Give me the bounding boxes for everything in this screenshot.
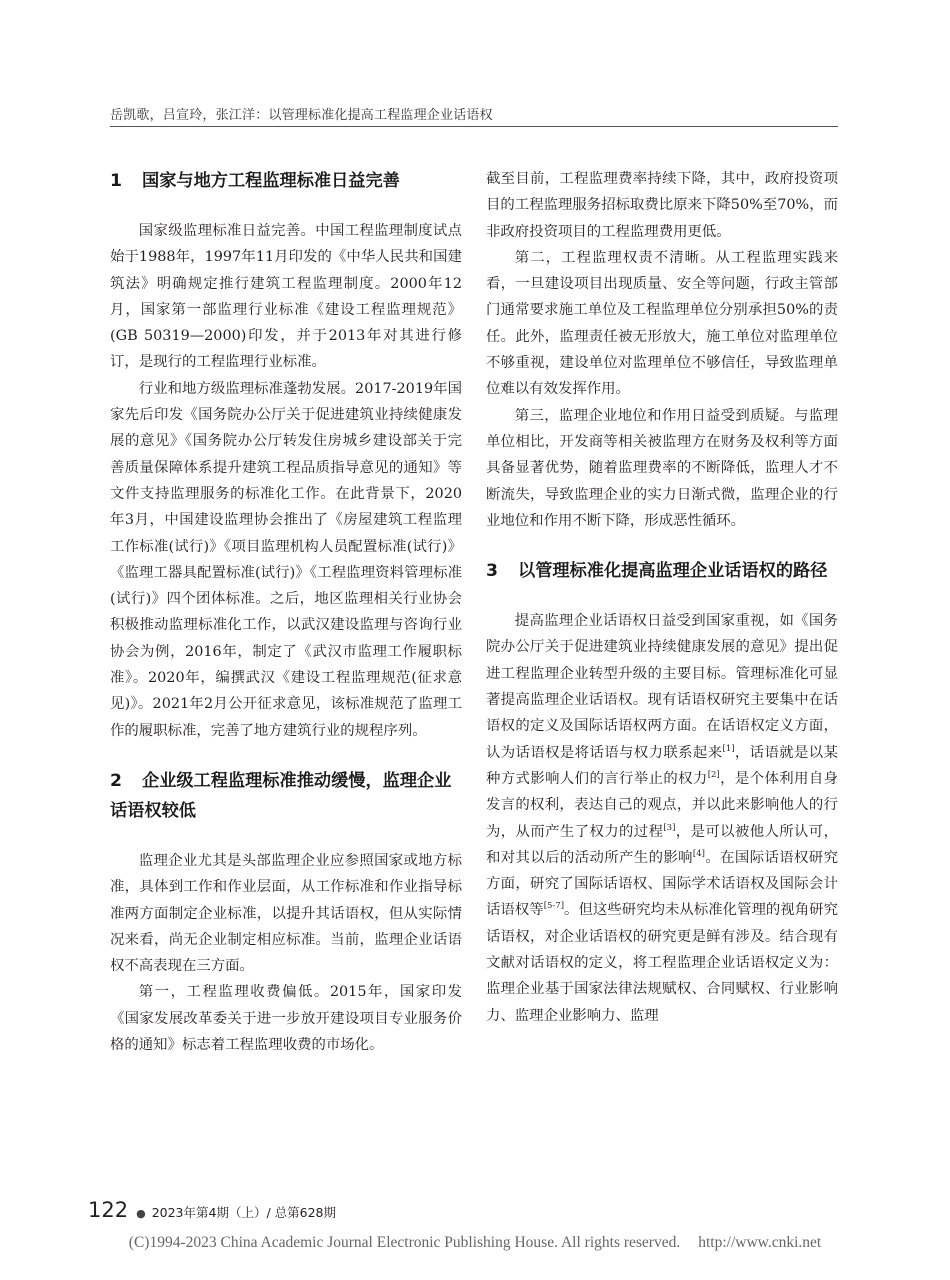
citation-ref: [1] xyxy=(722,743,735,754)
section-3-number: 3 xyxy=(486,561,498,582)
section-3-title: 以管理标准化提高监理企业话语权的路径 xyxy=(518,561,828,582)
paragraph: 第二，工程监理权责不清晰。从工程监理实践来看，一旦建设项目出现质量、安全等问题，行政主管部门通常要求施工单位及工程监理单位分别承担50%的责任。此外，监理责任被无形放大，施工单位对监理单位不够重视，建设单位对监理单位不够信任，导致监理单位难以有效发挥作用。 xyxy=(486,249,838,398)
section-2-heading xyxy=(110,766,462,826)
citation-ref: [2] xyxy=(707,769,720,780)
section-3-heading xyxy=(486,556,838,586)
section-1-number: 1 xyxy=(110,171,122,191)
issue-info: 2023年第4期（上）/ 总第628期 xyxy=(151,1205,337,1220)
copyright-text: (C)1994-2023 China Academic Journal Electronic Publishing House. All rights reserved. xyxy=(128,1234,681,1251)
paragraph: 第三，监理企业地位和作用日益受到质疑。与监理单位相比，开发商等相关被监理方在财务及权利等方面具备显著优势，随着监理费率的不断降低，监理人才不断流失，导致监理企业的实力日渐式微，监理企业的行业地位和作用不断下降，形成恶性循环。 xyxy=(486,407,838,529)
paragraph: 国家级监理标准日益完善。中国工程监理制度试点始于1988年，1997年11月印发的《中华人民共和国建筑法》明确规定推行建筑工程监理制度。2000年12月，国家第一部监理行业标准《建设工程监理规范》(GB 50319—2000)印发，并于2013年对其进行修订，是现行的工程监理行业标准。 xyxy=(110,223,462,371)
citation-ref: [3] xyxy=(663,822,676,833)
citation-ref: [4] xyxy=(692,848,705,859)
paragraph-continuation: 截至目前，工程监理费率持续下降，其中，政府投资项目的工程监理服务招标取费比原来下降50%至70%，而非政府投资项目的工程监理费用更低。 xyxy=(486,171,838,240)
text-segment: 提高监理企业话语权日益受到国家重视，如《国务院办公厅关于促进建筑业持续健康发展的意见》提出促进工程监理企业转型升级的主要目标。管理标准化可显著提高监理企业话语权。现有话语权研究主要集中在话语权的定义及国际话语权两方面。在话语权定义方面，认为话语权是将话语与权力联系起来 xyxy=(486,613,838,761)
cnki-link[interactable]: http://www.cnki.net xyxy=(698,1234,822,1251)
header-rule xyxy=(110,126,838,127)
copyright-line xyxy=(0,1234,950,1252)
paragraph-with-citations xyxy=(486,608,838,1029)
text-segment: ，话语就是以某种方式影响人们的言行举止的权力 xyxy=(486,744,838,787)
citation-ref: [5-7] xyxy=(543,901,565,912)
bullet-icon: ● xyxy=(136,1207,146,1220)
section-2-title: 企业级工程监理标准推动缓慢，监理企业话语权较低 xyxy=(110,770,452,821)
running-head: 岳凯歌，吕宣玲，张江洋：以管理标准化提高工程监理企业话语权 xyxy=(110,108,493,123)
section-1-title: 国家与地方工程监理标准日益完善 xyxy=(142,171,400,191)
paragraph: 行业和地方级监理标准蓬勃发展。2017-2019年国家先后印发《国务院办公厅关于促进建筑业持续健康发展的意见》《国务院办公厅转发住房城乡建设部关于完善质量保障体系提升建筑工程品质指导意见的通知》等文件支持监理服务的标准化工作。在此背景下，2020年3月，中国建设监理协会推出了《房屋建筑工程监理工作标准(试行)》《项目监理机构人员配置标准(试行)》《监理工器具配置标准(试行)》《工程监理资料管理标准(试行)》四个团体标准。之后，地区监理相关行业协会积极推动监理标准化工作，以武汉建设监理与咨询行业协会为例，2016年，制定了《武汉市监理工作履职标准》。2020年，编撰武汉《建设工程监理规范(征求意见)》。2021年2月公开征求意见，该标准规范了监理工作的履职标准，完善了地方建筑行业的规程序列。 xyxy=(110,380,462,739)
paragraph: 第一，工程监理收费偏低。2015年，国家印发《国家发展改革委关于进一步放开建设项目专业服务价格的通知》标志着工程监理收费的市场化。 xyxy=(110,984,462,1054)
text-segment: ，是可以被他人所认可，和对其以后的活动所产生的影响 xyxy=(486,823,838,866)
text-segment: ，是个体利用自身发言的权利，表达自己的观点，并以此来影响他人的行为，从而产生了权力的过程 xyxy=(486,770,838,840)
section-2-number: 2 xyxy=(110,770,122,791)
text-segment: 。在国际话语权研究方面，研究了国际话语权、国际学术话语权及国际会计话语权等 xyxy=(486,849,838,919)
text-segment: 。但这些研究均未从标准化管理的视角研究话语权，对企业话语权的研究更是鲜有涉及。结合现有文献对话语权的定义，将工程监理企业话语权定义为：监理企业基于国家法律法规赋权、合同赋权、行业影响力、监理企业影响力、监理 xyxy=(486,902,838,1024)
left-column xyxy=(110,166,462,1058)
page-number: 122 xyxy=(88,1198,129,1222)
section-1-heading xyxy=(110,166,462,196)
paragraph: 监理企业尤其是头部监理企业应参照国家或地方标准，具体到工作和作业层面，从工作标准和作业指导标准两方面制定企业标准，以提升其话语权，但从实际情况来看，尚无企业制定相应标准。当前，监理企业话语权不高表现在三方面。 xyxy=(110,852,462,975)
page-footer xyxy=(88,1198,336,1222)
right-column xyxy=(486,166,838,1029)
